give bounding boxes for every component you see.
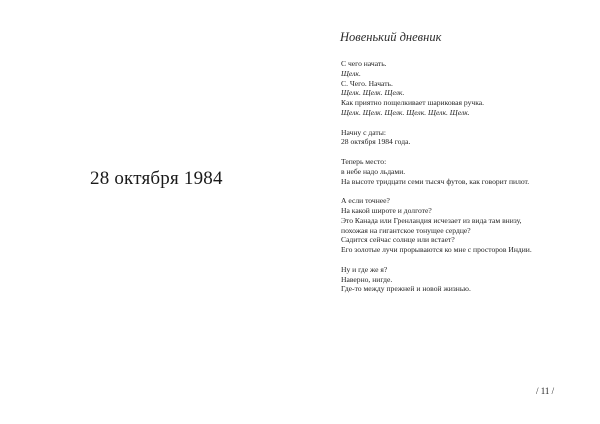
poem-line: в небе надо льдами. (341, 166, 406, 176)
poem-line: Начну с даты: (341, 127, 386, 137)
poem-line: Теперь место: (341, 156, 387, 166)
poem-stanza (341, 265, 581, 294)
diary-title: Новенький дневник (340, 30, 442, 44)
poem-stanza (341, 157, 581, 186)
poem-line: Как приятно пощелкивает шариковая ручка. (341, 98, 485, 108)
poem-stanza (341, 59, 581, 118)
right-page (300, 0, 600, 424)
page-number: / 11 / (536, 386, 555, 396)
poem-line: похожая на гигантское тонущее сердце? (341, 225, 471, 235)
poem-line: С. Чего. Начать. (341, 78, 393, 88)
poem-line: Где-то между прежней и новой жизнью. (341, 284, 471, 294)
poem-line: Щелк. (341, 68, 361, 78)
poem-line: Наверно, нигде. (341, 274, 393, 284)
poem-body (341, 59, 581, 304)
poem-line: 28 октября 1984 года. (341, 137, 411, 147)
poem-stanza (341, 196, 581, 255)
poem-line: На какой широте и долготе? (341, 205, 432, 215)
poem-line: Щелк. Щелк. Щелк. Щелк. Щелк. Щелк. (341, 107, 470, 117)
poem-line: Щелк. Щелк. Щелк. (341, 88, 405, 98)
chapter-date-heading: 28 октября 1984 (90, 168, 223, 189)
poem-line: Ну и где же я? (341, 264, 388, 274)
poem-line: Его золотые лучи прорываются ко мне с просторов Индии. (341, 245, 532, 255)
poem-line: На высоте тридцати семи тысяч футов, как говорит пилот. (341, 176, 530, 186)
poem-line: Это Канада или Гренландия исчезает из вида там внизу, (341, 215, 522, 225)
poem-line: С чего начать. (341, 59, 387, 68)
poem-line: А если точнее? (341, 196, 390, 206)
poem-line: Садится сейчас солнце или встает? (341, 235, 455, 245)
poem-stanza (341, 128, 581, 148)
